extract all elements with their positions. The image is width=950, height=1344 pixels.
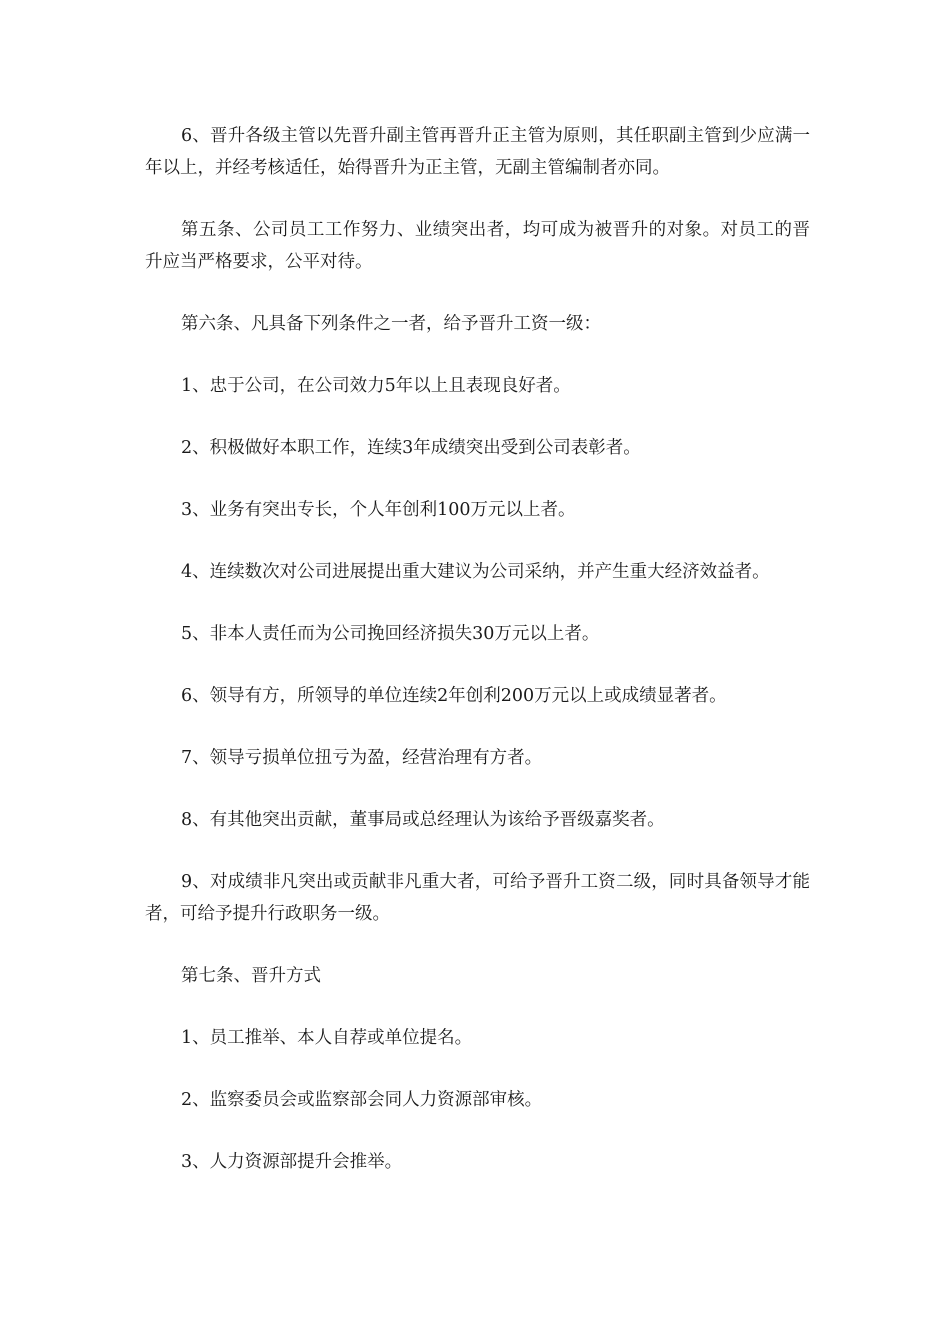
list-item-condition-5: 5、非本人责任而为公司挽回经济损失30万元以上者。 [181, 624, 600, 644]
list-item-condition-1: 1、忠于公司，在公司效力5年以上且表现良好者。 [181, 376, 571, 396]
list-item-condition-6: 6、领导有方，所领导的单位连续2年创利200万元以上或成绩显著者。 [181, 686, 727, 706]
list-item-condition-7: 7、领导亏损单位扭亏为盈，经营治理有方者。 [181, 748, 543, 768]
paragraph-article-7: 第七条、晋升方式 [181, 966, 321, 986]
paragraph-article-6: 第六条、凡具备下列条件之一者，给予晋升工资一级： [181, 314, 601, 334]
list-item-condition-4: 4、连续数次对公司进展提出重大建议为公司采纳，并产生重大经济效益者。 [181, 562, 770, 582]
list-item-condition-3: 3、业务有突出专长，个人年创利100万元以上者。 [181, 500, 576, 520]
list-item-method-1: 1、员工推举、本人自荐或单位提名。 [181, 1028, 473, 1048]
list-item-condition-9: 9、对成绩非凡突出或贡献非凡重大者，可给予晋升工资二级，同时具备领导才能者，可给予提升行政职务一级。 [145, 872, 810, 924]
document-body [145, 120, 810, 1208]
list-item-method-2: 2、监察委员会或监察部会同人力资源部审核。 [181, 1090, 543, 1110]
list-item-condition-8: 8、有其他突出贡献，董事局或总经理认为该给予晋级嘉奖者。 [181, 810, 665, 830]
paragraph-article-5: 第五条、公司员工工作努力、业绩突出者，均可成为被晋升的对象。对员工的晋升应当严格要求，公平对待。 [145, 220, 810, 272]
list-item-method-3: 3、人力资源部提升会推举。 [181, 1152, 403, 1172]
paragraph-promotion-rule-6: 6、晋升各级主管以先晋升副主管再晋升正主管为原则，其任职副主管到少应满一年以上，并经考核适任，始得晋升为正主管，无副主管编制者亦同。 [145, 126, 810, 178]
list-item-condition-2: 2、积极做好本职工作，连续3年成绩突出受到公司表彰者。 [181, 438, 641, 458]
